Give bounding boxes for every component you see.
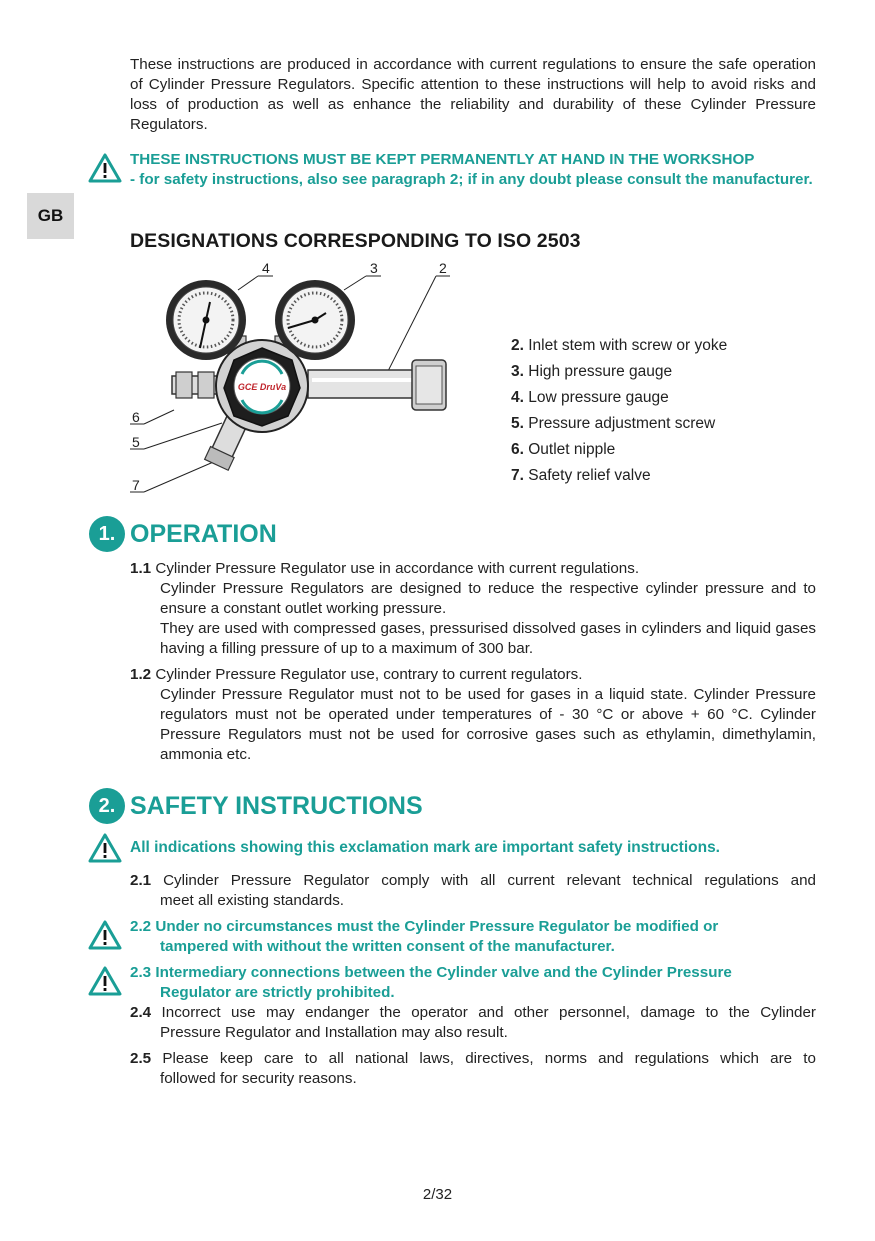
section-number-badge: 1. [89, 516, 125, 552]
item-2-3: 2.3 Intermediary connections between the Cylinder valve and the Cylinder Pressure Regulator are strictly prohibited. [130, 964, 732, 1001]
item-1-2: 1.2 Cylinder Pressure Regulator use, contrary to current regulators. Cylinder Pressure Regulator must not to be used for gases in a liquid state. Cylinder Pressure regulators must not be operated under temperatures of - 30 °C or above + 60 °C. Cylinder Pressure Regulators must not be used for corrosive gases such as ethylamin, dimethylamin, ammonia etc. [130, 666, 816, 763]
warning-line-2: - for safety instructions, also see paragraph 2; if in any doubt please consult the manufacturer. [130, 171, 813, 188]
section-1-heading [89, 516, 277, 552]
callout-7: 7 [132, 477, 140, 493]
brand-logo: GCE DruVa [237, 382, 287, 392]
item-2-1: 2.1 Cylinder Pressure Regulator comply with all current relevant technical regulations and meet all existing standards. [130, 872, 816, 909]
legend-item: 3. High pressure gauge [511, 363, 673, 380]
warning-triangle-icon [88, 833, 122, 863]
legend-item: 6. Outlet nipple [511, 441, 616, 458]
warning-line-1: THESE INSTRUCTIONS MUST BE KEPT PERMANENTLY AT HAND IN THE WORKSHOP [130, 151, 755, 168]
section-title: SAFETY INSTRUCTIONS [130, 791, 423, 820]
section-number-badge: 2. [89, 788, 125, 824]
item-2-2: 2.2 Under no circumstances must the Cylinder Pressure Regulator be modified or tampered with without the written consent of the manufacturer. [130, 918, 719, 955]
intro-paragraph: These instructions are produced in accordance with current regulations to ensure the safe operation of Cylinder Pressure Regulators. Specific attention to these instructions will help to avoid risks and loss of production as well as enhance the reliability and durability of these Cylinder Pressure Regulators. [130, 56, 816, 133]
keep-instructions-warning [130, 150, 816, 190]
warning-triangle-icon [88, 153, 122, 183]
callout-6: 6 [132, 409, 140, 425]
low-pressure-gauge [166, 280, 246, 360]
warning-triangle-icon [88, 966, 122, 996]
callout-5: 5 [132, 434, 140, 450]
warning-triangle-icon [88, 920, 122, 950]
designations-legend [511, 333, 727, 489]
language-tab: GB [27, 193, 74, 239]
section-2-heading [89, 788, 423, 824]
callout-2: 2 [439, 260, 447, 276]
callout-3: 3 [370, 260, 378, 276]
legend-item: 4. Low pressure gauge [511, 389, 669, 406]
page-number: 2/32 [422, 1186, 453, 1203]
callout-4: 4 [262, 260, 270, 276]
legend-item: 7. Safety relief valve [511, 467, 651, 484]
safety-notice: All indications showing this exclamation mark are important safety instructions. [130, 839, 720, 856]
legend-item: 2. Inlet stem with screw or yoke [511, 337, 728, 354]
legend-item: 5. Pressure adjustment screw [511, 415, 716, 432]
high-pressure-gauge [275, 280, 355, 360]
designations-title: DESIGNATIONS CORRESPONDING TO ISO 2503 [130, 230, 581, 252]
item-2-4: 2.4 Incorrect use may endanger the operator and other personnel, damage to the Cylinder Pressure Regulator and Installation may also result. [130, 1004, 816, 1041]
item-1-1: 1.1 Cylinder Pressure Regulator use in accordance with current regulations. Cylinder Pressure Regulators are designed to reduce the respective cylinder pressure and to ensure a constant outlet working pressure. They are used with compressed gases, pressurised dissolved gases in cylinders and liquid gases having a filling pressure of up to a maximum of 300 bar. [130, 560, 816, 657]
regulator-diagram [130, 258, 460, 498]
section-title: OPERATION [130, 519, 277, 548]
item-2-5: 2.5 Please keep care to all national laws, directives, norms and regulations which are to followed for security reasons. [130, 1050, 816, 1087]
